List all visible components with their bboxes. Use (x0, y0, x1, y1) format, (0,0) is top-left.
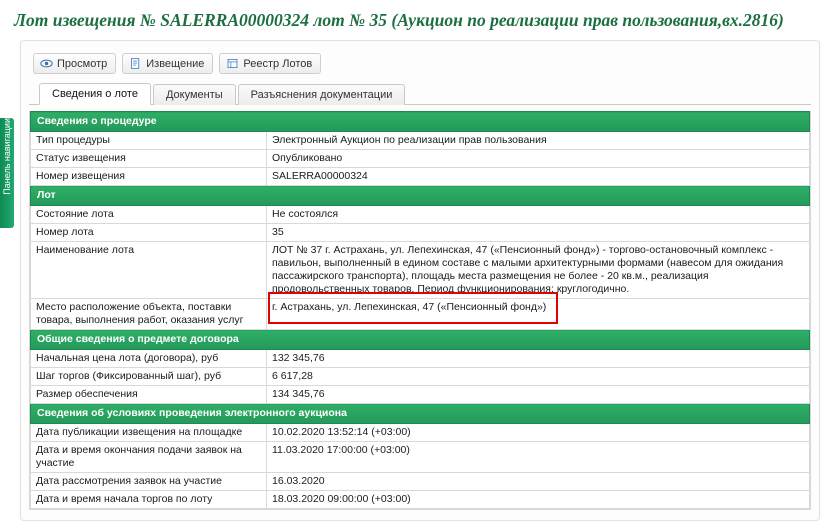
row-value: 134 345,76 (267, 386, 810, 404)
section-header-contract-label: Общие сведения о предмете договора (31, 330, 810, 350)
row-value: Электронный Аукцион по реализации прав пользования (267, 132, 810, 150)
section-header-procedure (31, 112, 810, 132)
row-value: 10.02.2020 13:52:14 (+03:00) (267, 424, 810, 442)
row-label: Статус извещения (31, 150, 267, 168)
toolbar (29, 49, 811, 82)
section-header-lot (31, 186, 810, 206)
row-label: Дата рассмотрения заявок на участие (31, 473, 267, 491)
section-header-procedure-label: Сведения о процедуре (31, 112, 810, 132)
row-label: Состояние лота (31, 206, 267, 224)
row-label: Тип процедуры (31, 132, 267, 150)
row-value: г. Астрахань, ул. Лепехинская, 47 («Пенсионный фонд») (267, 299, 810, 330)
table-row (31, 473, 810, 491)
row-label: Размер обеспечения (31, 386, 267, 404)
row-label: Наименование лота (31, 242, 267, 299)
tab-bar (29, 82, 811, 105)
section-header-lot-label: Лот (31, 186, 810, 206)
row-value-bid-step: 6 617,28 (267, 368, 810, 386)
tab-lot-details[interactable] (39, 83, 151, 105)
page-title: Лот извещения № SALERRA00000324 лот № 35 (Аукцион по реализации прав пользования,вх.2816) (14, 10, 784, 30)
table-row (31, 132, 810, 150)
table-row (31, 368, 810, 386)
toolbar-button-notice[interactable] (122, 53, 213, 74)
tab-documents-label: Документы (165, 89, 223, 101)
table-row (31, 386, 810, 404)
sidebar-nav-panel[interactable] (0, 118, 14, 228)
row-value: ЛОТ № 37 г. Астрахань, ул. Лепехинская, 47 («Пенсионный фонд») - торгово-остановочный комплекс - павильон, выполненный в едином составе с малыми архитектурными формами (навесом для ожидания пассажирского транспорта), площадь места размещения не более - 20 кв.м., реализация продовольственных товаров. Период функционирования: круглогодично. (267, 242, 810, 299)
table-row (31, 242, 810, 299)
row-label: Шаг торгов (Фиксированный шаг), руб (31, 368, 267, 386)
row-value: SALERRA00000324 (267, 168, 810, 186)
row-value: 35 (267, 224, 810, 242)
section-header-auction-conditions (31, 404, 810, 424)
table-row (31, 491, 810, 509)
row-value: Не состоялся (267, 206, 810, 224)
table-row (31, 299, 810, 330)
toolbar-button-view[interactable] (33, 53, 116, 74)
view-icon (40, 57, 53, 70)
row-value: Опубликовано (267, 150, 810, 168)
row-value: 16.03.2020 (267, 473, 810, 491)
content-panel (20, 40, 820, 521)
row-value: 11.03.2020 17:00:00 (+03:00) (267, 442, 810, 473)
lot-details-table (30, 111, 810, 509)
row-value: 18.03.2020 09:00:00 (+03:00) (267, 491, 810, 509)
table-row (31, 206, 810, 224)
row-label: Дата публикации извещения на площадке (31, 424, 267, 442)
table-row (31, 168, 810, 186)
tab-clarifications-label: Разъяснения документации (250, 89, 393, 101)
tab-lot-details-label: Сведения о лоте (52, 88, 138, 100)
row-label: Место расположение объекта, поставки товара, выполнения работ, оказания услуг (31, 299, 267, 330)
section-header-contract (31, 330, 810, 350)
row-label: Номер извещения (31, 168, 267, 186)
section-header-auction-conditions-label: Сведения об условиях проведения электронного аукциона (31, 404, 810, 424)
sidebar-nav-label: Панель навигации (2, 118, 12, 195)
table-row (31, 150, 810, 168)
row-value-start-price: 132 345,76 (267, 350, 810, 368)
toolbar-button-lots-registry-label: Реестр Лотов (243, 57, 313, 70)
lot-details-sheet (29, 111, 811, 510)
toolbar-button-notice-label: Извещение (146, 57, 205, 70)
table-row (31, 224, 810, 242)
row-label: Начальная цена лота (договора), руб (31, 350, 267, 368)
toolbar-button-lots-registry[interactable] (219, 53, 321, 74)
table-row (31, 442, 810, 473)
registry-icon (226, 57, 239, 70)
row-label: Номер лота (31, 224, 267, 242)
row-label: Дата и время начала торгов по лоту (31, 491, 267, 509)
tab-clarifications[interactable] (238, 84, 406, 105)
table-row (31, 350, 810, 368)
tab-documents[interactable] (153, 84, 236, 105)
document-icon (129, 57, 142, 70)
row-label: Дата и время окончания подачи заявок на участие (31, 442, 267, 473)
toolbar-button-view-label: Просмотр (57, 57, 108, 70)
